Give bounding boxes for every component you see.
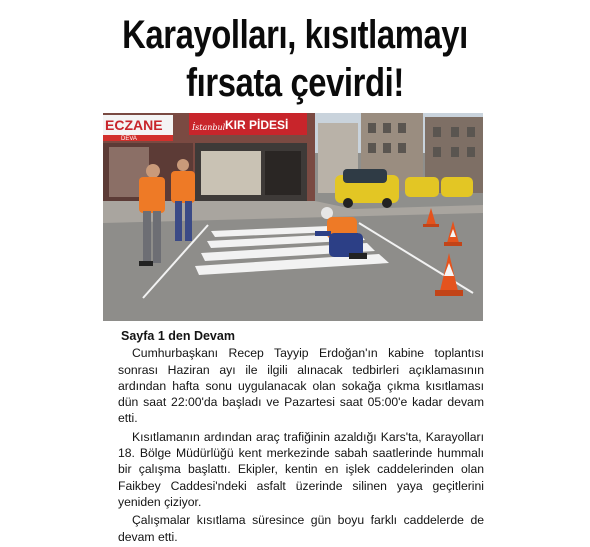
article-paragraph-1: Cumhurbaşkanı Recep Tayyip Erdoğan'ın kabine toplantısı sonrası Haziran ayı ile ilgili alınacak tedbirleri açıklamasının ardından hafta sonu uygulanacak olan sokağa çıkma kısıtlaması dün saat 22:00'da başladı ve Pazartesi saat 05:00'e kadar devam etti. bbox=[118, 346, 484, 426]
headline-line-1: Karayolları, kısıtlamayı bbox=[122, 13, 468, 57]
pharmacy-sign-sub: DEVA bbox=[121, 136, 137, 142]
news-photo bbox=[103, 113, 483, 321]
article-paragraph-2: Kısıtlamanın ardından araç trafiğinin azaldığı Kars'ta, Karayolları 18. Bölge Müdürlüğü kent merkezinde sabah saatlerinde hummalı bir çalışma başlattı. Ekipler, kentin en işlek caddelerinden olan Faikbey Caddesi'ndeki asfalt üzerinde silinen yaya geçitlerini yeniden çiziyor. bbox=[118, 429, 484, 509]
shop-sign-script: İstanbul bbox=[192, 123, 226, 132]
article-body bbox=[118, 328, 484, 547]
pharmacy-sign: ECZANE bbox=[105, 117, 163, 133]
section-heading: Sayfa 1 den Devam bbox=[121, 329, 235, 343]
article-paragraph-3: Çalışmalar kısıtlama süresince gün boyu farklı caddelerde de devam etti. bbox=[118, 513, 484, 544]
headline-line-2: fırsata çevirdi! bbox=[186, 61, 404, 105]
shop-sign: KIR PİDESİ bbox=[225, 118, 289, 132]
